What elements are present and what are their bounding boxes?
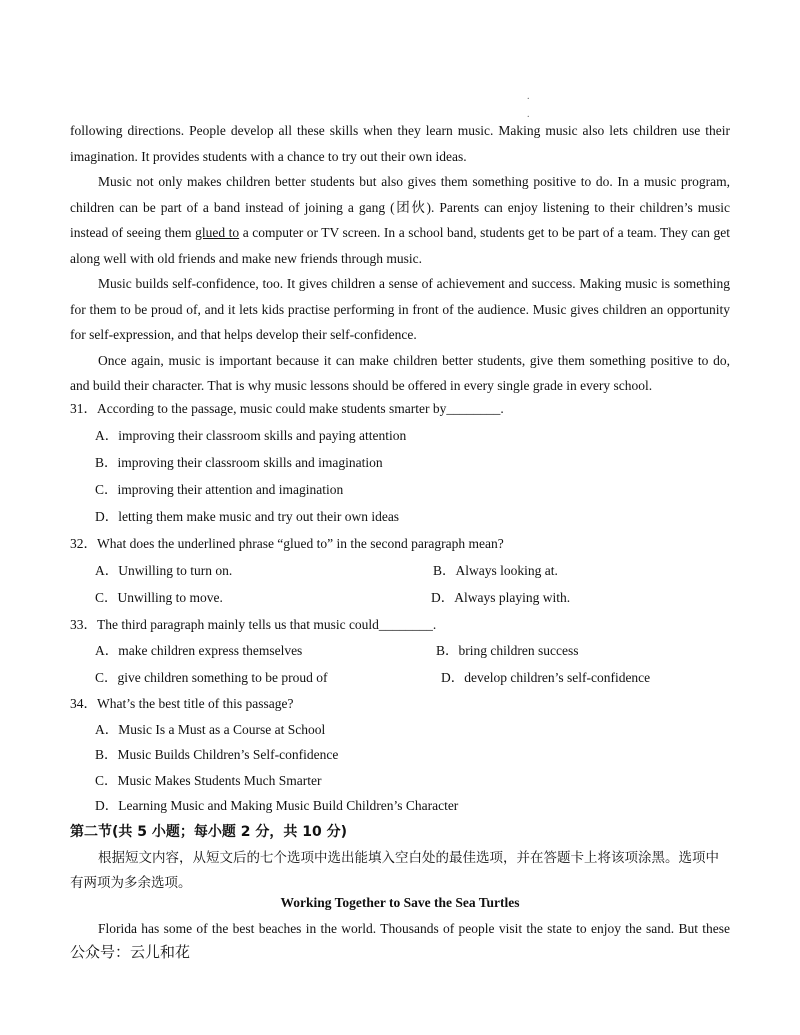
question-32-option-a: A．Unwilling to turn on. <box>95 563 233 578</box>
passage-title: Working Together to Save the Sea Turtles <box>280 895 520 910</box>
question-34-option-a: A．Music Is a Must as a Course at School <box>95 722 326 737</box>
section-2-heading: 第二节(共 5 小题；每小题 2 分，共 10 分) <box>70 824 348 840</box>
question-31-stem: 31．According to the passage, music could make students smarter by________. <box>70 401 504 416</box>
paragraph-2-text-b: a computer or TV screen. In a school band, students get to be part of a team. They can get along well with old friends and make new friends through music. <box>70 225 731 266</box>
paragraph-2-text-a: Music not only makes children better students but also gives them something positive to do. In a music program, children can be part of a band instead of joining a gang (团伙). Parents can enjoy listening to their children’s music instead of seeing them <box>70 174 730 240</box>
scan-dots: . . <box>527 91 530 120</box>
question-31-option-c: C．improving their attention and imagination <box>95 482 344 497</box>
footer-watermark: 公众号：云儿和花 <box>70 943 191 961</box>
question-34-option-d: D．Learning Music and Making Music Build Children’s Character <box>95 798 459 813</box>
question-33-option-a: A．make children express themselves <box>95 643 303 658</box>
question-34-option-c: C．Music Makes Students Much Smarter <box>95 773 322 788</box>
underlined-phrase: glued to <box>195 225 240 240</box>
question-32-option-d: D．Always playing with. <box>431 590 571 605</box>
section-2-passage <box>70 916 730 942</box>
question-32-stem: 32．What does the underlined phrase “glued to” in the second paragraph mean? <box>70 536 504 551</box>
question-34-option-b: B．Music Builds Children’s Self-confidence <box>95 747 339 762</box>
section-2-paragraph-1: Florida has some of the best beaches in the world. Thousands of people visit the state to enjoy the sand. But these <box>98 921 730 936</box>
paragraph-3: Music builds self-confidence, too. It gives children a sense of achievement and success. Making music is something for them to be proud of, and it lets kids practise performing in front of the audience. Music gives children an opportunity for self-expression, and that helps develop their self-confidence. <box>70 276 730 342</box>
question-33-option-d: D．develop children’s self-confidence <box>441 670 651 685</box>
question-33-stem: 33．The third paragraph mainly tells us that music could________. <box>70 617 437 632</box>
section-2-instructions: 根据短文内容，从短文后的七个选项中选出能填入空白处的最佳选项，并在答题卡上将该项涂黑。选项中有两项为多余选项。 <box>70 850 719 891</box>
paragraph-4: Once again, music is important because it can make children better students, give them something positive to do, and build their character. That is why music lessons should be offered in every single grade in every school. <box>70 352 730 393</box>
question-32-option-c: C．Unwilling to move. <box>95 590 223 605</box>
paragraph-2 <box>70 169 730 271</box>
question-32-option-b: B．Always looking at. <box>433 563 558 578</box>
question-33-option-b: B．bring children success <box>436 643 579 658</box>
question-31-option-d: D．letting them make music and try out their own ideas <box>95 509 400 524</box>
question-31-option-b: B．improving their classroom skills and imagination <box>95 455 383 470</box>
question-31-option-a: A．improving their classroom skills and paying attention <box>95 428 407 443</box>
question-33-option-c: C．give children something to be proud of <box>95 670 328 685</box>
question-34-stem: 34．What’s the best title of this passage? <box>70 696 294 711</box>
paragraph-1-continued: following directions. People develop all these skills when they learn music. Making music also lets children use their imagination. It provides students with a chance to try out their own ideas. <box>70 123 730 164</box>
reading-passage <box>70 118 730 399</box>
